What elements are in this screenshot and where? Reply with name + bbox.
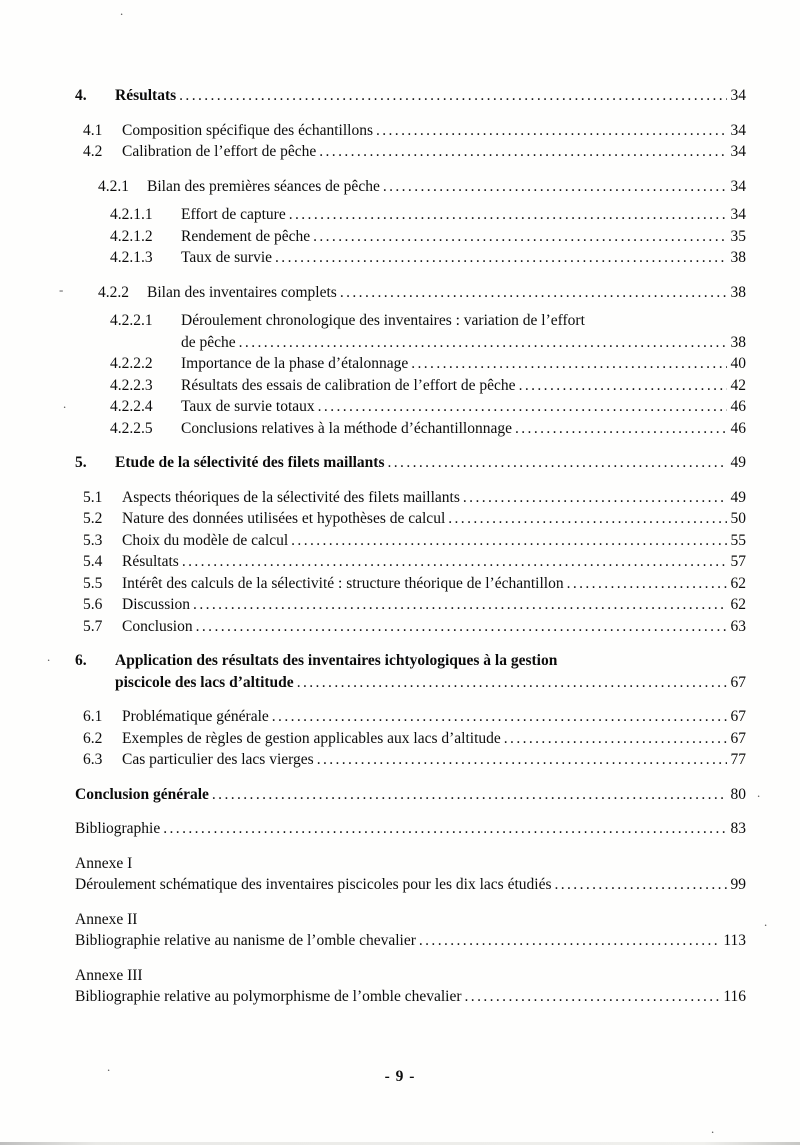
entry-body (115, 85, 746, 107)
entry-title: Etude de la sélectivité des filets maillants (115, 454, 385, 471)
entry-body (181, 247, 746, 269)
toc-entry (75, 141, 746, 163)
entry-body (122, 573, 746, 595)
dot-leader (388, 452, 727, 474)
entry-page-number: 83 (730, 820, 746, 837)
entry-number: 6. (75, 652, 87, 669)
scan-artifact: . (711, 1121, 715, 1136)
entry-line (181, 396, 746, 418)
entry-page-number: 67 (730, 729, 746, 747)
entry-line (122, 728, 746, 750)
entry-title: Nature des données utilisées et hypothèses de calcul (122, 510, 446, 527)
toc-entry (75, 375, 746, 397)
entry-line (122, 594, 746, 616)
entry-line (75, 930, 746, 952)
entry-number: 5.3 (83, 531, 103, 549)
dot-leader (297, 672, 727, 694)
entry-number: 5.2 (83, 510, 103, 527)
entry-title: Taux de survie totaux (181, 398, 315, 415)
entry-line (122, 749, 746, 771)
entry-line (122, 573, 746, 595)
entry-body (181, 226, 746, 248)
dot-leader (319, 141, 726, 163)
entry-line (122, 487, 746, 509)
dot-leader (554, 874, 726, 896)
entry-title: Aspects théoriques de la sélectivité des filets maillants (122, 488, 460, 506)
dot-leader (212, 784, 727, 806)
dot-leader (465, 986, 720, 1008)
dot-leader (291, 530, 726, 552)
entry-line (181, 247, 746, 269)
entry-body (75, 909, 746, 952)
entry-title: Intérêt des calculs de la sélectivité : structure théorique de l’échantillon (122, 574, 564, 592)
dot-leader (567, 573, 727, 595)
toc-section (75, 282, 746, 304)
toc-entry (75, 909, 746, 952)
dot-leader (376, 120, 727, 142)
entry-page-number: 113 (723, 932, 746, 949)
toc-entry (75, 247, 746, 269)
entry-title: Effort de capture (181, 206, 286, 223)
entry-body (122, 728, 746, 750)
entry-body (181, 396, 746, 418)
entry-title: Déroulement chronologique des inventaires : variation de l’effort (181, 312, 585, 329)
entry-number: 5.1 (83, 488, 103, 506)
entry-line (181, 310, 746, 332)
entry-line (122, 530, 746, 552)
entry-page-number: 55 (730, 531, 746, 549)
entry-title: Annexe I (75, 854, 133, 872)
footer-page-number: - 9 - (384, 1068, 416, 1085)
dot-leader (515, 418, 727, 440)
toc-section (75, 853, 746, 896)
entry-number: 4.2.2 (98, 283, 129, 301)
entry-body (122, 706, 746, 728)
toc-entry (75, 508, 746, 530)
entry-page-number: 62 (730, 574, 746, 592)
toc-entry (75, 396, 746, 418)
toc-entry (75, 176, 746, 198)
entry-number: 4.2 (83, 143, 103, 160)
entry-page-number: 99 (730, 876, 746, 893)
entry-line (122, 141, 746, 163)
entry-body (75, 965, 746, 1008)
entry-line (115, 85, 746, 107)
toc-section (75, 487, 746, 638)
entry-line (181, 204, 746, 226)
entry-line (147, 176, 746, 198)
dot-leader (340, 282, 727, 304)
entry-number: 4.2.2.2 (110, 355, 153, 372)
entry-body (147, 176, 746, 198)
entry-page-number: 34 (730, 143, 746, 160)
dot-leader (289, 204, 727, 226)
entry-page-number: 34 (730, 206, 746, 223)
dot-leader (519, 375, 727, 397)
scan-artifact: . (757, 785, 761, 800)
entry-page-number: 67 (730, 708, 746, 725)
entry-title: Conclusion (122, 617, 193, 635)
toc-section (75, 818, 746, 840)
dot-leader (318, 396, 727, 418)
toc-section (75, 176, 746, 198)
entry-line (181, 332, 746, 354)
dot-leader (313, 226, 726, 248)
entry-number: 4.1 (83, 121, 103, 139)
entry-body (181, 204, 746, 226)
entry-title: Conclusion générale (75, 785, 209, 803)
toc-entry (75, 853, 746, 896)
entry-line (181, 226, 746, 248)
entry-page-number: 49 (730, 454, 746, 471)
toc-section (75, 784, 746, 806)
entry-page-number: 38 (730, 283, 746, 301)
entry-title-continued: Bibliographie relative au polymorphisme de l’omble chevalier (75, 988, 462, 1005)
dot-leader (163, 818, 726, 840)
entry-body (75, 818, 746, 840)
entry-page-number: 34 (730, 177, 746, 195)
dot-leader (193, 594, 726, 616)
entry-body (122, 530, 746, 552)
dot-leader (317, 749, 727, 771)
entry-title: Bilan des inventaires complets (147, 283, 337, 301)
entry-title: Calibration de l’effort de pêche (122, 143, 317, 160)
toc-entry (75, 784, 746, 806)
toc-section (75, 909, 746, 952)
dot-leader (383, 176, 727, 198)
entry-number: 6.3 (83, 751, 103, 768)
toc-entry (75, 594, 746, 616)
entry-line (181, 375, 746, 397)
entry-body (181, 310, 746, 353)
entry-body (147, 282, 746, 304)
entry-line (115, 452, 746, 474)
entry-title: Importance de la phase d’étalonnage (181, 355, 409, 372)
scan-artifact: . (120, 3, 124, 18)
entry-line (147, 282, 746, 304)
toc-entry (75, 728, 746, 750)
entry-title: Exemples de règles de gestion applicables aux lacs d’altitude (122, 729, 501, 747)
entry-page-number: 46 (730, 419, 746, 437)
toc-entry (75, 85, 746, 107)
entry-page-number: 63 (730, 617, 746, 635)
toc-section (75, 965, 746, 1008)
entry-page-number: 46 (730, 398, 746, 415)
entry-line (75, 909, 746, 931)
toc-entry (75, 310, 746, 353)
entry-body (181, 418, 746, 440)
toc-entry (75, 650, 746, 693)
entry-title: Problématique générale (122, 708, 269, 725)
entry-number: 4.2.2.5 (110, 419, 153, 437)
entry-title-continued: piscicole des lacs d’altitude (115, 673, 294, 691)
entry-number: 5.7 (83, 617, 103, 635)
entry-line (181, 418, 746, 440)
dot-leader (463, 487, 727, 509)
entry-number: 4.2.1.3 (110, 249, 153, 266)
toc-section (75, 120, 746, 163)
entry-body (122, 487, 746, 509)
toc-entry (75, 204, 746, 226)
entry-title: Choix du modèle de calcul (122, 531, 289, 549)
entry-page-number: 35 (730, 227, 746, 245)
toc-entry (75, 120, 746, 142)
scan-artifact: - (59, 282, 64, 297)
dot-leader (275, 247, 726, 269)
table-of-contents (75, 85, 746, 1021)
dot-leader (272, 706, 727, 728)
dot-leader (448, 508, 726, 530)
entry-number: 5.4 (83, 553, 103, 570)
dot-leader (504, 728, 727, 750)
entry-title-continued: de pêche (181, 333, 236, 351)
entry-body (75, 784, 746, 806)
entry-line (181, 353, 746, 375)
entry-line (122, 508, 746, 530)
entry-page-number: 42 (730, 376, 746, 394)
entry-page-number: 80 (730, 785, 746, 803)
entry-number: 5. (75, 454, 87, 471)
entry-line (75, 853, 746, 875)
toc-entry (75, 706, 746, 728)
dot-leader (411, 353, 726, 375)
entry-title-continued: Déroulement schématique des inventaires piscicoles pour les dix lacs étudiés (75, 876, 552, 893)
entry-line (122, 616, 746, 638)
entry-title: Résultats (115, 87, 177, 104)
entry-title: Résultats (122, 553, 179, 570)
dot-leader (182, 551, 727, 573)
entry-number: 4.2.1.2 (110, 227, 153, 245)
entry-line (122, 551, 746, 573)
toc-entry (75, 818, 746, 840)
toc-entry (75, 282, 746, 304)
entry-page-number: 67 (730, 673, 746, 691)
entry-page-number: 38 (730, 333, 746, 351)
toc-entry (75, 226, 746, 248)
entry-number: 4.2.1.1 (110, 206, 153, 223)
toc-entry (75, 353, 746, 375)
entry-body (122, 120, 746, 142)
entry-page-number: 116 (723, 988, 746, 1005)
entry-body (115, 452, 746, 474)
entry-line (75, 818, 746, 840)
entry-body (122, 141, 746, 163)
entry-line (75, 784, 746, 806)
entry-number: 4. (75, 87, 87, 104)
entry-number: 6.2 (83, 729, 103, 747)
entry-title-continued: Bibliographie relative au nanisme de l’omble chevalier (75, 932, 416, 949)
entry-body (122, 551, 746, 573)
toc-section (75, 310, 746, 439)
entry-page-number: 77 (730, 751, 746, 768)
toc-entry (75, 487, 746, 509)
entry-page-number: 34 (730, 87, 746, 104)
toc-section (75, 706, 746, 771)
toc-entry (75, 749, 746, 771)
entry-number: 5.5 (83, 574, 103, 592)
entry-title: Annexe II (75, 910, 138, 928)
entry-line (115, 672, 746, 694)
entry-body (122, 508, 746, 530)
entry-body (75, 853, 746, 896)
toc-entry (75, 965, 746, 1008)
entry-page-number: 50 (730, 510, 746, 527)
entry-title: Annexe III (75, 966, 143, 984)
scan-artifact: . (47, 649, 51, 664)
scan-artifact: . (764, 914, 768, 929)
entry-line (75, 874, 746, 896)
entry-line (122, 120, 746, 142)
entry-title: Discussion (122, 596, 191, 613)
entry-line (75, 965, 746, 987)
page-footer (0, 1068, 800, 1086)
entry-number: 6.1 (83, 708, 103, 725)
scan-artifact: . (107, 1059, 111, 1074)
toc-section (75, 204, 746, 269)
entry-title: Cas particulier des lacs vierges (122, 751, 314, 768)
toc-entry (75, 530, 746, 552)
entry-body (181, 375, 746, 397)
entry-title: Taux de survie (181, 249, 273, 266)
toc-entry (75, 551, 746, 573)
entry-title: Conclusions relatives à la méthode d’échantillonnage (181, 419, 512, 437)
entry-number: 4.2.2.3 (110, 376, 153, 394)
entry-page-number: 38 (730, 249, 746, 266)
dot-leader (239, 332, 727, 354)
entry-number: 4.2.1 (98, 177, 129, 195)
toc-entry (75, 452, 746, 474)
toc-entry (75, 616, 746, 638)
entry-line (122, 706, 746, 728)
entry-title: Bilan des premières séances de pêche (147, 177, 380, 195)
dot-leader (196, 616, 727, 638)
entry-body (115, 650, 746, 693)
entry-line (75, 986, 746, 1008)
entry-title: Bibliographie (75, 820, 161, 837)
entry-body (181, 353, 746, 375)
entry-title: Résultats des essais de calibration de l’effort de pêche (181, 376, 516, 394)
entry-number: 4.2.2.4 (110, 398, 153, 415)
entry-page-number: 62 (730, 596, 746, 613)
entry-title: Composition spécifique des échantillons (122, 121, 373, 139)
dot-leader (419, 930, 719, 952)
entry-title: Rendement de pêche (181, 227, 311, 245)
entry-body (122, 594, 746, 616)
entry-body (122, 616, 746, 638)
entry-page-number: 57 (730, 553, 746, 570)
entry-title: Application des résultats des inventaires ichtyologiques à la gestion (115, 652, 558, 669)
entry-page-number: 40 (730, 355, 746, 372)
entry-number: 4.2.2.1 (110, 312, 153, 329)
entry-page-number: 34 (730, 121, 746, 139)
dot-leader (179, 85, 726, 107)
toc-section (75, 85, 746, 107)
entry-number: 5.6 (83, 596, 103, 613)
toc-entry (75, 418, 746, 440)
entry-body (122, 749, 746, 771)
toc-entry (75, 573, 746, 595)
scan-artifact: . (63, 396, 67, 411)
toc-section (75, 650, 746, 693)
entry-page-number: 49 (730, 488, 746, 506)
toc-section (75, 452, 746, 474)
entry-line (115, 650, 746, 672)
